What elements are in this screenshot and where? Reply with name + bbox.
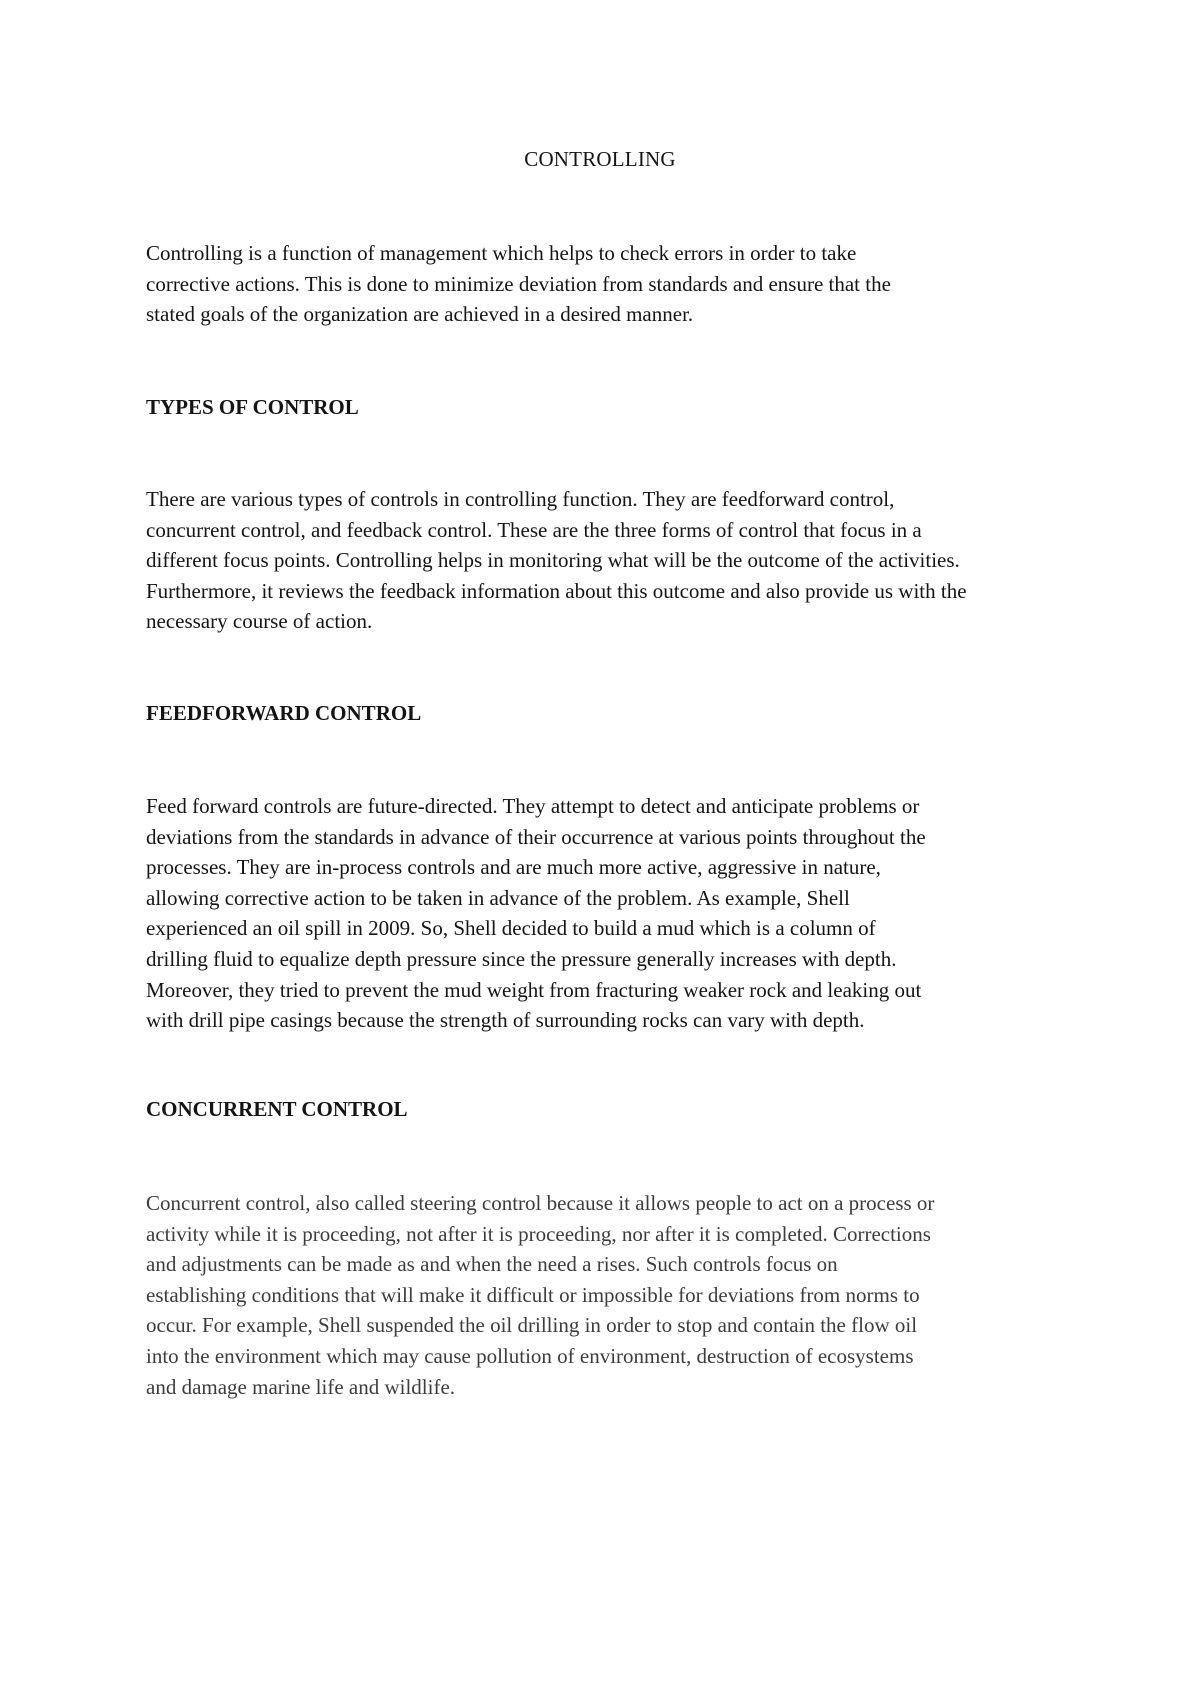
section-body-feedforward-control: Feed forward controls are future-directed. They attempt to detect and anticipate problems or deviations from the standards in advance of their occurrence at various points throughout the processes. They are in-process controls and are much more active, aggressive in nature, allowing corrective action to be taken in advance of the problem. As example, Shell experienced an oil spill in 2009. So, Shell decided to build a mud which is a column of drilling fluid to equalize depth pressure since the pressure generally increases with depth. Moreover, they tried to prevent the mud weight from fracturing weaker rock and leaking out with drill pipe casings because the strength of surrounding rocks can vary with depth. bbox=[146, 794, 926, 1033]
section-body-concurrent-control: Concurrent control, also called steering control because it allows people to act on a process or activity while it is proceeding, not after it is proceeding, nor after it is completed. Corrections and adjustments can be made as and when the need a rises. Such controls focus on establishing conditions that will make it difficult or impossible for deviations from norms to occur. For example, Shell suspended the oil drilling in order to stop and contain the flow oil into the environment which may cause pollution of environment, destruction of ecosystems and damage marine life and wildlife. bbox=[146, 1191, 935, 1399]
document-title: CONTROLLING bbox=[524, 147, 676, 171]
intro-paragraph: Controlling is a function of management which helps to check errors in order to take corrective actions. This is done to minimize deviation from standards and ensure that the stated goals of the organization are achieved in a desired manner. bbox=[146, 241, 891, 327]
section-body-types-of-control: There are various types of controls in controlling function. They are feedforward control, concurrent control, and feedback control. These are the three forms of control that focus in a different focus points. Controlling helps in monitoring what will be the outcome of the activities. Furthermore, it reviews the feedback information about this outcome and also provide us with the necessary course of action. bbox=[146, 487, 967, 634]
section-heading-concurrent-control: CONCURRENT CONTROL bbox=[146, 1097, 408, 1121]
section-heading-feedforward-control: FEEDFORWARD CONTROL bbox=[146, 701, 422, 725]
section-heading-types-of-control: TYPES OF CONTROL bbox=[146, 395, 359, 419]
